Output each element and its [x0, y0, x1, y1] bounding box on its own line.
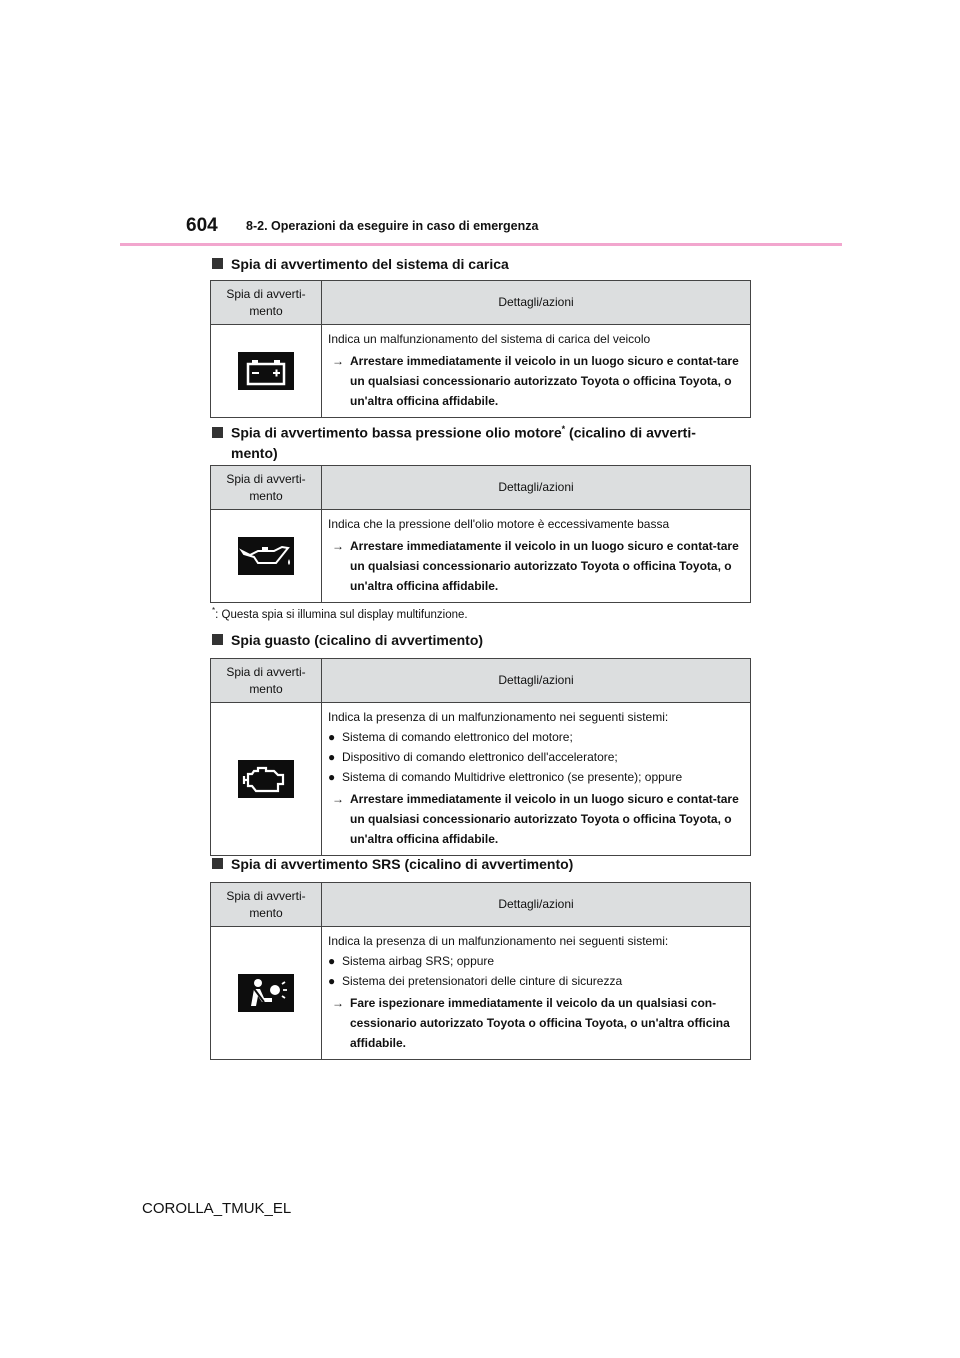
table-malfunction [210, 658, 751, 856]
col-header-details: Dettagli/azioni [322, 883, 751, 927]
square-bullet-icon [212, 634, 223, 645]
arrow-icon: → [332, 996, 344, 1010]
footer-model-code: COROLLA_TMUK_EL [142, 1200, 292, 1217]
col-header-details: Dettagli/azioni [322, 281, 751, 325]
list-item: ● Sistema airbag SRS; oppure [328, 954, 495, 968]
header-rule [120, 243, 842, 246]
page-number: 604 [186, 215, 218, 236]
section-title-malfunction: Spia guasto (cicalino di avvertimento) [212, 630, 752, 650]
chapter-title: 8-2. Operazioni da eseguire in caso di emergenza [246, 219, 539, 233]
footnote: *: Questa spia si illumina sul display multifunzione. [212, 606, 468, 621]
col-header-details: Dettagli/azioni [322, 659, 751, 703]
square-bullet-icon [212, 427, 223, 438]
col-header-indicator: Spia di avverti- mento [211, 466, 322, 510]
col-header-indicator: Spia di avverti- mento [211, 281, 322, 325]
section-title-oil: Spia di avvertimento bassa pressione olio motore* (cicalino di avverti- mento) [212, 419, 752, 463]
action-text: → Arrestare immediatamente il veicolo in un luogo sicuro e contat-tare un qualsiasi concessionario autorizzato Toyota o officina Toyota, o un'altra officina affidabile. [328, 789, 744, 849]
intro-text: Indica un malfunzionamento del sistema di carica del veicolo [328, 332, 651, 346]
section-title-srs: Spia di avvertimento SRS (cicalino di avvertimento) [212, 854, 752, 874]
action-text: → Fare ispezionare immediatamente il veicolo da un qualsiasi con-cessionario autorizzato Toyota o officina Toyota, o un'altra officina affidabile. [328, 993, 744, 1053]
intro-text: Indica la presenza di un malfunzionamento nei seguenti sistemi: [328, 934, 669, 948]
intro-text: Indica la presenza di un malfunzionamento nei seguenti sistemi: [328, 710, 669, 724]
table-oil [210, 465, 751, 603]
arrow-icon: → [332, 354, 344, 368]
list-item: ● Sistema di comando Multidrive elettronico (se presente); oppure [328, 770, 683, 784]
col-header-indicator: Spia di avverti- mento [211, 659, 322, 703]
oil-pressure-icon [238, 537, 294, 575]
square-bullet-icon [212, 858, 223, 869]
arrow-icon: → [332, 539, 344, 553]
battery-icon [238, 352, 294, 390]
list-item: ● Sistema di comando elettronico del motore; [328, 730, 573, 744]
square-bullet-icon [212, 258, 223, 269]
arrow-icon: → [332, 792, 344, 806]
col-header-indicator: Spia di avverti- mento [211, 883, 322, 927]
intro-text: Indica che la pressione dell'olio motore è eccessivamente bassa [328, 517, 670, 531]
section-title-charging: Spia di avvertimento del sistema di carica [212, 254, 752, 274]
list-item: ● Sistema dei pretensionatori delle cinture di sicurezza [328, 974, 623, 988]
table-srs [210, 882, 751, 1060]
srs-airbag-icon [238, 974, 294, 1012]
action-text: → Arrestare immediatamente il veicolo in un luogo sicuro e contat-tare un qualsiasi concessionario autorizzato Toyota o officina Toyota, o un'altra officina affidabile. [328, 536, 744, 596]
table-charging [210, 280, 751, 418]
engine-check-icon [238, 760, 294, 798]
col-header-details: Dettagli/azioni [322, 466, 751, 510]
list-item: ● Dispositivo di comando elettronico dell'acceleratore; [328, 750, 618, 764]
action-text: → Arrestare immediatamente il veicolo in un luogo sicuro e contat-tare un qualsiasi concessionario autorizzato Toyota o officina Toyota, o un'altra officina affidabile. [328, 351, 744, 411]
